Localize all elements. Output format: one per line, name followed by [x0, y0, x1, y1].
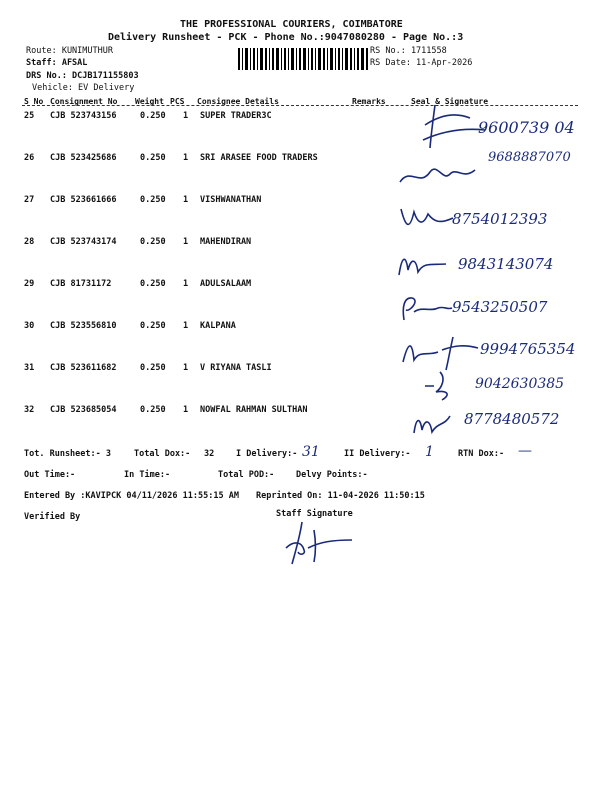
row-weight: 0.250	[140, 279, 166, 289]
handwritten-phone: 9994765354	[480, 340, 576, 358]
delvy-points: Delvy Points:-	[296, 470, 368, 480]
handwritten-phone: 8754012393	[452, 210, 548, 228]
row-weight: 0.250	[140, 195, 166, 205]
row-pcs: 1	[183, 405, 189, 415]
table-row	[0, 279, 600, 293]
out-time: Out Time:-	[24, 470, 76, 480]
staff-signature-image	[280, 518, 360, 566]
col-remarks: Remarks	[352, 97, 386, 106]
row-sno: 28	[24, 237, 35, 247]
total-pod: Total POD:-	[218, 470, 275, 480]
i-delivery-value: 31	[302, 444, 320, 460]
total-dox-value: 32	[204, 449, 215, 459]
row-pcs: 1	[183, 111, 189, 121]
vehicle-label: Vehicle: EV Delivery	[32, 83, 135, 93]
table-row	[0, 237, 600, 251]
ii-delivery-label: II Delivery:-	[344, 449, 411, 459]
row-pcs: 1	[183, 279, 189, 289]
row-consignment: CJB 523425686	[50, 153, 117, 163]
verified-by: Verified By	[24, 512, 81, 522]
row-weight: 0.250	[140, 363, 166, 373]
col-sno: S No	[24, 97, 44, 106]
row-sno: 29	[24, 279, 35, 289]
row-pcs: 1	[183, 237, 189, 247]
row-consignee: ADULSALAAM	[200, 279, 252, 289]
handwritten-phone: 9688887070	[488, 150, 571, 165]
row-sno: 30	[24, 321, 35, 331]
handwritten-signature	[420, 368, 470, 404]
i-delivery-label: I Delivery:-	[236, 449, 298, 459]
row-weight: 0.250	[140, 111, 166, 121]
row-consignment: CJB 523743174	[50, 237, 117, 247]
rs-number: RS No.: 1711558	[370, 46, 447, 56]
row-consignee: SRI ARASEE FOOD TRADERS	[200, 153, 318, 163]
row-pcs: 1	[183, 321, 189, 331]
company-title: THE PROFESSIONAL COURIERS, COIMBATORE	[180, 19, 403, 30]
row-weight: 0.250	[140, 405, 166, 415]
row-consignment: CJB 81731172	[50, 279, 112, 289]
row-consignee: NOWFAL RAHMAN SULTHAN	[200, 405, 308, 415]
row-pcs: 1	[183, 363, 189, 373]
route-label: Route: KUNIMUTHUR	[26, 46, 113, 56]
handwritten-phone: 9600739 04	[478, 118, 575, 137]
table-row	[0, 195, 600, 209]
row-consignment: CJB 523661666	[50, 195, 117, 205]
col-consignment: Consignment No	[50, 97, 118, 106]
col-pcs: PCS	[170, 97, 185, 106]
handwritten-phone: 9042630385	[475, 376, 565, 392]
row-sno: 25	[24, 111, 35, 121]
handwritten-phone: 9543250507	[452, 298, 548, 316]
col-consignee: Consignee Details	[197, 97, 279, 106]
row-weight: 0.250	[140, 237, 166, 247]
staff-label: Staff: AFSAL	[26, 58, 88, 68]
table-row	[0, 363, 600, 377]
handwritten-signature	[398, 332, 488, 372]
col-weight: Weight	[135, 97, 164, 106]
col-seal-signature: Seal & Signature	[411, 97, 489, 106]
handwritten-signature	[396, 292, 456, 324]
ii-delivery-value: 1	[425, 444, 434, 460]
row-weight: 0.250	[140, 321, 166, 331]
runsheet-subtitle: Delivery Runsheet - PCK - Phone No.:9047080280 - Page No.:3	[108, 32, 464, 43]
row-pcs: 1	[183, 195, 189, 205]
handwritten-signature	[410, 408, 460, 438]
tot-runsheet: Tot. Runsheet:- 3	[24, 449, 111, 459]
staff-signature-label: Staff Signature	[276, 509, 353, 519]
handwritten-phone: 9843143074	[458, 255, 554, 273]
row-consignee: KALPANA	[200, 321, 236, 331]
table-row	[0, 321, 600, 335]
barcode-image	[238, 48, 368, 70]
row-consignee: MAHENDIRAN	[200, 237, 252, 247]
row-consignee: V RIYANA TASLI	[200, 363, 272, 373]
total-dox-label: Total Dox:-	[134, 449, 191, 459]
row-consignment: CJB 523685054	[50, 405, 117, 415]
row-sno: 26	[24, 153, 35, 163]
rtn-dox-value: —	[518, 443, 532, 459]
row-sno: 31	[24, 363, 35, 373]
rs-date: RS Date: 11-Apr-2026	[370, 58, 473, 68]
entered-by: Entered By :KAVIPCK 04/11/2026 11:55:15 AM	[24, 491, 239, 501]
rtn-dox-label: RTN Dox:-	[458, 449, 505, 459]
handwritten-signature	[398, 204, 458, 234]
row-consignee: SUPER TRADER3C	[200, 111, 272, 121]
drs-number: DRS No.: DCJB171155803	[26, 71, 139, 81]
row-weight: 0.250	[140, 153, 166, 163]
handwritten-phone: 8778480572	[464, 410, 560, 428]
handwritten-signature	[395, 152, 495, 192]
row-sno: 32	[24, 405, 35, 415]
row-sno: 27	[24, 195, 35, 205]
reprinted-on: Reprinted On: 11-04-2026 11:50:15	[256, 491, 425, 501]
row-consignment: CJB 523743156	[50, 111, 117, 121]
row-pcs: 1	[183, 153, 189, 163]
handwritten-signature	[396, 250, 456, 280]
row-consignment: CJB 523611682	[50, 363, 117, 373]
row-consignment: CJB 523556810	[50, 321, 117, 331]
in-time: In Time:-	[124, 470, 171, 480]
row-consignee: VISHWANATHAN	[200, 195, 262, 205]
